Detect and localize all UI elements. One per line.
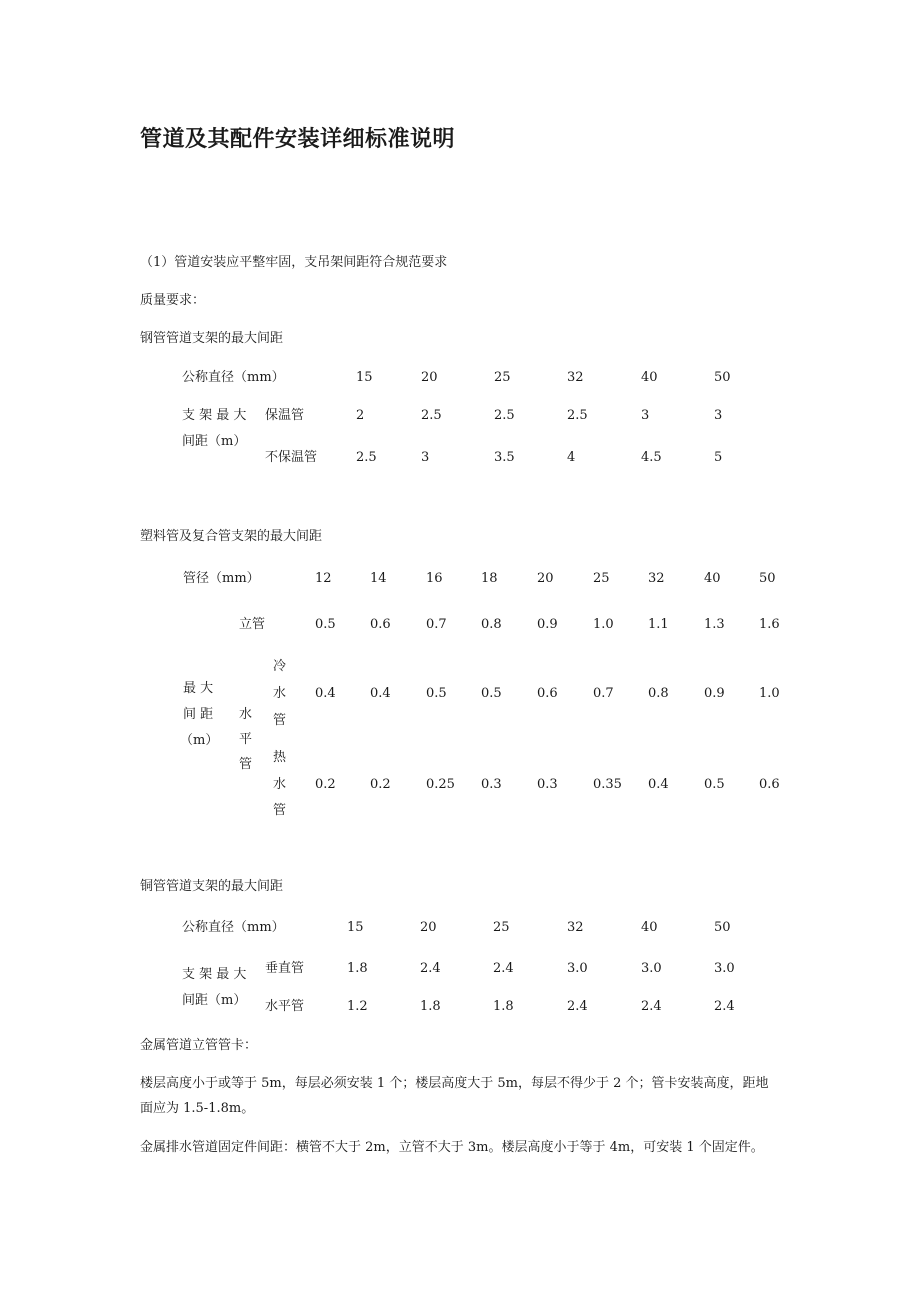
plastic-cell: 0.6 <box>370 617 391 632</box>
copper-cell: 3.0 <box>641 961 662 976</box>
plastic-diameter-cell: 32 <box>648 571 665 586</box>
steel-heading: 钢管管道支架的最大间距 <box>140 331 284 346</box>
steel-cell: 5 <box>714 450 723 465</box>
plastic-diameter-cell: 40 <box>704 571 721 586</box>
plastic-cell: 0.6 <box>759 777 780 792</box>
plastic-cell: 0.5 <box>426 686 447 701</box>
plastic-diameter-cell: 50 <box>759 571 776 586</box>
plastic-hot-label: 管 <box>273 803 287 818</box>
steel-cell: 3.5 <box>494 450 515 465</box>
plastic-cell: 0.8 <box>648 686 669 701</box>
quality-label: 质量要求： <box>140 293 206 308</box>
steel-diameter-cell: 25 <box>494 370 511 385</box>
steel-cell: 2 <box>356 408 365 423</box>
copper-row-label: 垂直管 <box>265 961 305 976</box>
clamp-heading: 金属管道立管管卡： <box>140 1038 258 1053</box>
steel-cell: 3 <box>421 450 430 465</box>
copper-cell: 1.2 <box>347 999 368 1014</box>
copper-cell: 3.0 <box>567 961 588 976</box>
plastic-cell: 0.7 <box>593 686 614 701</box>
copper-group-label: 支 架 最 大 <box>182 967 247 982</box>
steel-group-label: 支 架 最 大 <box>182 408 247 423</box>
steel-cell: 4.5 <box>641 450 662 465</box>
intro-text: （1）管道安装应平整牢固，支吊架间距符合规范要求 <box>140 255 448 270</box>
steel-diameter-cell: 15 <box>356 370 373 385</box>
plastic-cell: 0.9 <box>537 617 558 632</box>
plastic-group-label: （m） <box>180 733 219 748</box>
steel-diameter-cell: 20 <box>421 370 438 385</box>
plastic-cell: 1.6 <box>759 617 780 632</box>
plastic-cold-label: 冷 <box>273 659 287 674</box>
steel-cell: 2.5 <box>567 408 588 423</box>
copper-diameter-cell: 40 <box>641 920 658 935</box>
steel-diameter-cell: 40 <box>641 370 658 385</box>
page-title: 管道及其配件安装详细标准说明 <box>140 127 456 152</box>
clamp-text: 楼层高度小于或等于 5m，每层必须安装 1 个；楼层高度大于 5m，每层不得少于 2 个；管卡安装高度，距地 <box>140 1076 769 1091</box>
plastic-diameter-label: 管径（mm） <box>183 571 260 586</box>
plastic-cell: 0.2 <box>370 777 391 792</box>
plastic-cell: 0.4 <box>315 686 336 701</box>
plastic-cell: 0.6 <box>537 686 558 701</box>
steel-cell: 2.5 <box>421 408 442 423</box>
copper-diameter-cell: 25 <box>493 920 510 935</box>
steel-diameter-label: 公称直径（mm） <box>182 370 285 385</box>
plastic-cell: 1.3 <box>704 617 725 632</box>
copper-cell: 1.8 <box>420 999 441 1014</box>
plastic-group-label: 最 大 <box>183 681 214 696</box>
plastic-cell: 0.7 <box>426 617 447 632</box>
plastic-cell: 0.5 <box>481 686 502 701</box>
copper-cell: 2.4 <box>420 961 441 976</box>
copper-cell: 2.4 <box>641 999 662 1014</box>
plastic-cold-label: 水 <box>273 686 287 701</box>
steel-cell: 3 <box>641 408 650 423</box>
plastic-cell: 0.2 <box>315 777 336 792</box>
plastic-horizontal-label: 平 <box>239 732 253 747</box>
steel-group-label: 间距（m） <box>182 434 247 449</box>
plastic-vertical-label: 立管 <box>239 617 266 632</box>
plastic-diameter-cell: 12 <box>315 571 332 586</box>
copper-diameter-cell: 15 <box>347 920 364 935</box>
plastic-heading: 塑料管及复合管支架的最大间距 <box>140 529 323 544</box>
copper-diameter-cell: 50 <box>714 920 731 935</box>
copper-group-label: 间距（m） <box>182 993 247 1008</box>
plastic-cell: 0.5 <box>704 777 725 792</box>
plastic-cell: 1.0 <box>593 617 614 632</box>
copper-diameter-cell: 32 <box>567 920 584 935</box>
copper-diameter-label: 公称直径（mm） <box>182 920 285 935</box>
plastic-cell: 0.4 <box>648 777 669 792</box>
plastic-hot-label: 水 <box>273 777 287 792</box>
plastic-horizontal-label: 水 <box>239 707 253 722</box>
plastic-diameter-cell: 14 <box>370 571 387 586</box>
plastic-group-label: 间 距 <box>183 707 214 722</box>
copper-cell: 2.4 <box>493 961 514 976</box>
steel-cell: 3 <box>714 408 723 423</box>
plastic-cell: 1.0 <box>759 686 780 701</box>
plastic-cell: 0.5 <box>315 617 336 632</box>
plastic-diameter-cell: 25 <box>593 571 610 586</box>
copper-cell: 1.8 <box>347 961 368 976</box>
steel-row-label: 保温管 <box>265 408 305 423</box>
plastic-cell: 0.4 <box>370 686 391 701</box>
plastic-diameter-cell: 20 <box>537 571 554 586</box>
plastic-cell: 0.8 <box>481 617 502 632</box>
copper-cell: 2.4 <box>714 999 735 1014</box>
plastic-cell: 0.3 <box>481 777 502 792</box>
copper-row-label: 水平管 <box>265 999 305 1014</box>
copper-diameter-cell: 20 <box>420 920 437 935</box>
plastic-cell: 0.9 <box>704 686 725 701</box>
copper-cell: 1.8 <box>493 999 514 1014</box>
copper-heading: 铜管管道支架的最大间距 <box>140 879 284 894</box>
plastic-diameter-cell: 18 <box>481 571 498 586</box>
steel-row-label: 不保温管 <box>265 450 318 465</box>
plastic-cell: 1.1 <box>648 617 669 632</box>
plastic-cell: 0.3 <box>537 777 558 792</box>
steel-cell: 2.5 <box>494 408 515 423</box>
clamp-text: 面应为 1.5-1.8m。 <box>140 1101 255 1116</box>
plastic-hot-label: 热 <box>273 750 287 765</box>
plastic-horizontal-label: 管 <box>239 757 253 772</box>
plastic-cell: 0.25 <box>426 777 455 792</box>
steel-cell: 4 <box>567 450 576 465</box>
steel-cell: 2.5 <box>356 450 377 465</box>
plastic-cell: 0.35 <box>593 777 622 792</box>
copper-cell: 3.0 <box>714 961 735 976</box>
drain-text: 金属排水管道固定件间距：横管不大于 2m，立管不大于 3m。楼层高度小于等于 4m，可安装 1 个固定件。 <box>140 1140 764 1155</box>
copper-cell: 2.4 <box>567 999 588 1014</box>
steel-diameter-cell: 50 <box>714 370 731 385</box>
steel-diameter-cell: 32 <box>567 370 584 385</box>
plastic-cold-label: 管 <box>273 713 287 728</box>
plastic-diameter-cell: 16 <box>426 571 443 586</box>
